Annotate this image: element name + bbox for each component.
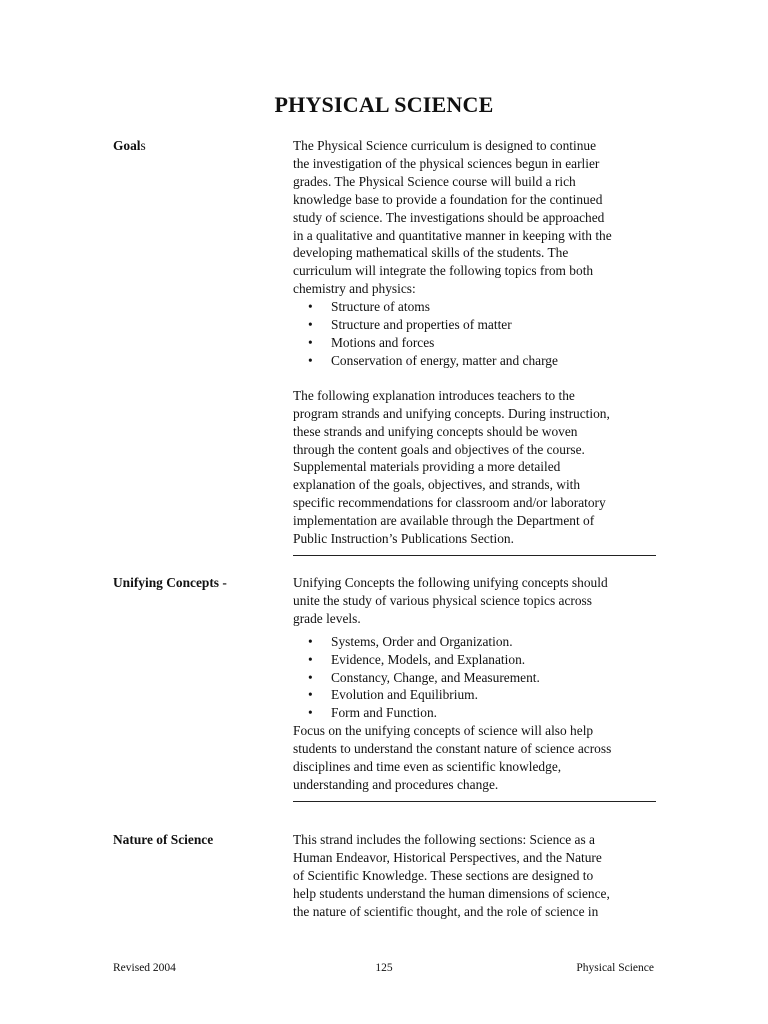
nature-line: the nature of scientific thought, and the role of science in (293, 903, 599, 919)
unifying-focus (293, 722, 658, 794)
list-item: • Evidence, Models, and Explanation. (293, 651, 658, 669)
unifying-concepts-label: Unifying Concepts - (113, 575, 227, 590)
section-divider (293, 801, 656, 802)
goals-intro-line: developing mathematical skills of the students. The (293, 245, 569, 261)
goals-intro-line: grades. The Physical Science course will build a rich (293, 173, 576, 189)
goals-explanation-line: The following explanation introduces teachers to the (293, 387, 575, 403)
nature-line: Human Endeavor, Historical Perspectives, and the Nature (293, 849, 602, 865)
goals-explanation-line: Supplemental materials providing a more detailed (293, 459, 561, 475)
goals-intro-line: study of science. The investigations should be approached (293, 209, 605, 225)
goals-label (113, 138, 146, 154)
goals-section (293, 137, 658, 548)
unifying-intro-line: grade levels. (293, 610, 361, 626)
list-item: • Structure and properties of matter (293, 316, 658, 334)
goals-intro-line: in a qualitative and quantitative manner in keeping with the (293, 227, 612, 243)
footer-revision: Revised 2004 (113, 962, 176, 974)
unifying-focus-line: students to understand the constant nature of science across (293, 741, 612, 757)
section-divider (293, 555, 656, 556)
goals-intro-line: knowledge base to provide a foundation for the continued (293, 191, 603, 207)
unifying-focus-line: understanding and procedures change. (293, 776, 499, 792)
nature-line: of Scientific Knowledge. These sections are designed to (293, 867, 594, 883)
goals-explanation (293, 387, 658, 548)
goals-explanation-line: these strands and unifying concepts should be woven (293, 423, 578, 439)
goals-explanation-line: implementation are available through the Department of (293, 513, 595, 529)
list-item: • Motions and forces (293, 334, 658, 352)
unifying-concepts-section (293, 574, 658, 794)
page-title: PHYSICAL SCIENCE (274, 92, 494, 117)
nature-line: This strand includes the following sections: Science as a (293, 832, 595, 847)
list-item: • Structure of atoms (293, 298, 658, 316)
goals-label-tail: s (140, 138, 146, 153)
goals-intro-line: curriculum will integrate the following topics from both (293, 263, 594, 279)
unifying-intro (293, 574, 658, 628)
list-item: • Evolution and Equilibrium. (293, 686, 658, 704)
list-item: • Form and Function. (293, 704, 658, 722)
list-item: • Conservation of energy, matter and charge (293, 352, 658, 370)
goals-explanation-line: through the content goals and objectives of the course. (293, 441, 585, 457)
unifying-concepts-list (293, 633, 658, 723)
goals-intro-line: the investigation of the physical sciences begun in earlier (293, 155, 600, 171)
goals-intro-line: The Physical Science curriculum is designed to continue (293, 138, 597, 153)
list-item: • Constancy, Change, and Measurement. (293, 669, 658, 687)
unifying-focus-line: Focus on the unifying concepts of science will also help (293, 723, 594, 739)
goals-label-main: Goal (113, 138, 141, 153)
goals-explanation-line: program strands and unifying concepts. During instruction, (293, 405, 610, 421)
goals-explanation-line: explanation of the goals, objectives, and strands, with (293, 477, 581, 493)
page-number: 125 (375, 962, 393, 974)
unifying-intro-line: Unifying Concepts the following unifying concepts should (293, 575, 608, 590)
goals-explanation-line: Public Instruction’s Publications Section. (293, 531, 514, 547)
unifying-intro-line: unite the study of various physical science topics across (293, 592, 592, 608)
nature-text (293, 831, 658, 921)
nature-of-science-label: Nature of Science (113, 832, 214, 847)
goals-explanation-line: specific recommendations for classroom and/or laboratory (293, 495, 606, 511)
goals-intro-line: chemistry and physics: (293, 281, 416, 297)
list-item: • Systems, Order and Organization. (293, 633, 658, 651)
footer-course-name: Physical Science (576, 962, 654, 974)
goals-intro (293, 137, 658, 298)
nature-of-science-section (293, 831, 658, 921)
nature-line: help students understand the human dimensions of science, (293, 885, 610, 901)
goals-topic-list (293, 298, 658, 370)
unifying-focus-line: disciplines and time even as scientific knowledge, (293, 759, 562, 775)
